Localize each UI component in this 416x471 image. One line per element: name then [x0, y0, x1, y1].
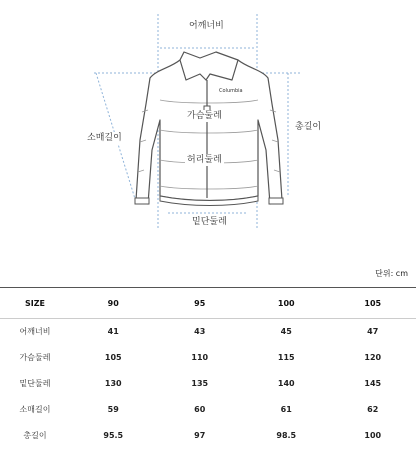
cell: 115	[277, 353, 295, 363]
cell: 120	[364, 353, 382, 363]
label-hem: 밑단둘레	[192, 217, 227, 227]
label-sleeve-length: 소매길이	[87, 133, 122, 143]
cell: 135	[191, 378, 209, 388]
header-size: SIZE	[24, 298, 45, 308]
label-total-length: 총길이	[295, 122, 322, 132]
header-100: 100	[277, 298, 295, 308]
cell: 110	[191, 353, 209, 363]
brand-logo: Columbia	[219, 88, 243, 94]
cell: 47	[367, 327, 379, 337]
row-label: 어깨너비	[19, 327, 51, 337]
cell: 105	[104, 353, 122, 363]
cell: 41	[107, 327, 119, 337]
table-row	[0, 396, 416, 422]
table-row	[0, 422, 416, 448]
size-table	[0, 287, 416, 448]
table-row	[0, 371, 416, 397]
row-label: 가슴둘레	[19, 353, 51, 363]
cell: 60	[194, 404, 206, 414]
cell: 98.5	[276, 430, 297, 440]
cell: 95.5	[103, 430, 124, 440]
cell: 97	[194, 430, 206, 440]
cell: 100	[364, 430, 382, 440]
cell: 61	[280, 404, 292, 414]
table-header-row	[0, 288, 416, 319]
header-90: 90	[107, 298, 119, 308]
cell: 62	[367, 404, 379, 414]
header-105: 105	[364, 298, 382, 308]
row-label: 총길이	[23, 430, 47, 440]
label-shoulder-width: 어깨너비	[189, 21, 224, 31]
cell: 59	[107, 404, 119, 414]
cell: 43	[194, 327, 206, 337]
cell: 45	[280, 327, 292, 337]
row-label: 밑단둘레	[19, 378, 51, 388]
label-waist: 허리둘레	[187, 155, 222, 165]
table-row	[0, 345, 416, 371]
cell: 130	[104, 378, 122, 388]
table-row	[0, 319, 416, 345]
label-chest: 가슴둘레	[187, 111, 222, 121]
row-label: 소매길이	[19, 404, 51, 414]
cell: 145	[364, 378, 382, 388]
cell: 140	[277, 378, 295, 388]
header-95: 95	[194, 298, 206, 308]
unit-label: 단위: cm	[375, 269, 408, 278]
